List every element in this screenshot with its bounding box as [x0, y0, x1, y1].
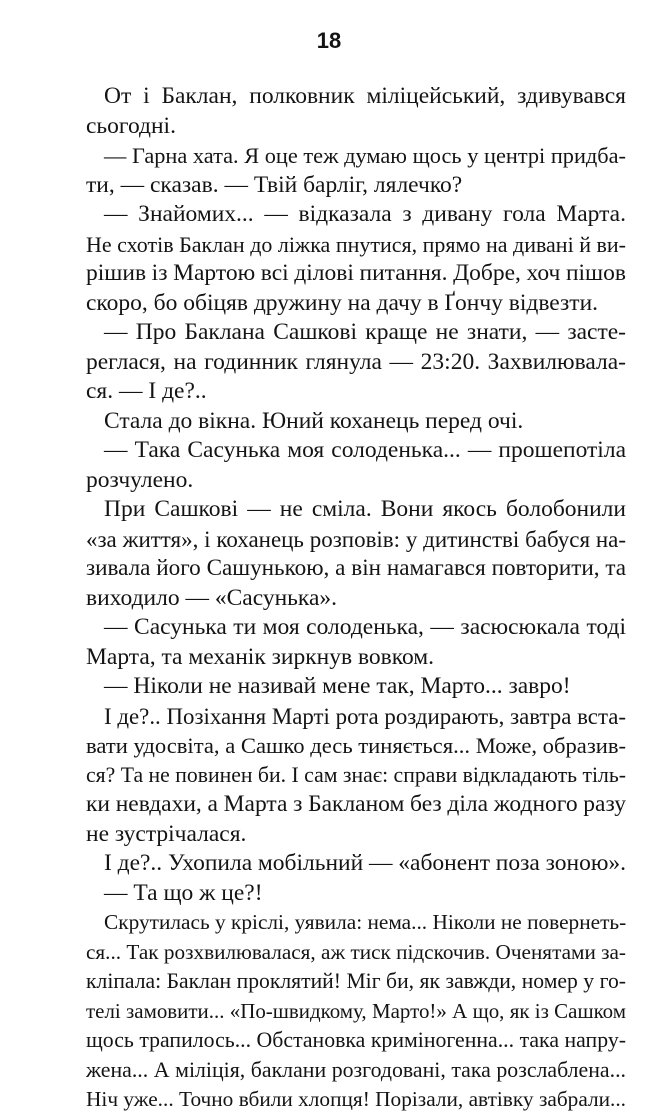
page-number: 18 [316, 28, 342, 53]
text-line: жена... А міліція, баклани розгодовані, така розслаблена... [86, 1057, 626, 1082]
text-line: телі замовити... «По-швидкому, Марто!» А що, як із Сашком [86, 998, 626, 1023]
text-line: ся? Та не повинен би. І сам знає: справи відкладають тіль- [86, 762, 626, 787]
text-line: — Ніколи не називай мене так, Марто... завро! [104, 673, 571, 699]
text-line: сьогодні. [86, 112, 176, 139]
text-line: Не схотів Баклан до ліжка пнутися, прямо на дивані й ви- [86, 231, 626, 257]
text-line: ки невдахи, а Марта з Бакланом без діла жодного разу [86, 791, 626, 817]
text-line: — Сасунька ти моя солоденька, — засюсюкала тоді [104, 614, 626, 640]
text-line: зивала його Сашунькою, а він намагався повторити, та [86, 555, 626, 581]
text-line: Стала до вікна. Юний коханець перед очі. [104, 407, 524, 434]
text-line: — Знайомих... — відказала з дивану гола Марта. [104, 201, 626, 227]
text-line: рішив із Мартою всі ділові питання. Добре, хоч пішов [86, 260, 626, 286]
text-line: От і Баклан, полковник міліцейський, здивувався [104, 83, 626, 109]
text-line: І де?.. Ухопила мобільний — «абонент поза зоною». [104, 850, 626, 876]
text-line: вати удосвіта, а Сашко десь тиняється... Може, образив- [86, 733, 627, 758]
text-line: — Гарна хата. Я оце теж думаю щось у центрі придба- [104, 143, 626, 168]
text-line: — Про Баклана Сашкові краще не знати, — засте- [104, 319, 626, 345]
text-line: щось трапилось... Обстановка криміногенна... така напру- [86, 1028, 626, 1052]
text-line: реглася, на годинник глянула — 23:20. Захвилювала- [86, 348, 626, 375]
text-line: Марта, та механік зиркнув вовком. [86, 643, 435, 670]
text-line: Ніч уже... Точно вбили хлопця! Порізали, автівку забрали... [86, 1087, 626, 1111]
text-line: Скрутилась у кріслі, уявила: нема... Ніколи не повернеть- [104, 910, 627, 934]
text-line: І де?.. Позіхання Марті рота роздирають, завтра вста- [104, 703, 626, 729]
text-line: «за життя», і коханець розповів: у дитинстві бабуся на- [86, 526, 626, 552]
text-line: кліпала: Баклан проклятий! Міг би, як завжди, номер у го- [86, 969, 626, 993]
text-line: ся... Так розхвилювалася, аж тиск підскочив. Оченятами за- [86, 939, 626, 964]
text-line: — Така Сасунька моя солоденька... — прошепотіла [104, 437, 626, 463]
text-line: розчулено. [86, 466, 194, 493]
text-line: ся. — І де?.. [86, 378, 207, 404]
text-line: При Сашкові — не сміла. Вони якось болобонили [104, 496, 626, 522]
text-line: ти, — сказав. — Твій барліг, лялечко? [86, 171, 463, 198]
body-text [86, 82, 626, 1115]
text-line: скоро, бо обіцяв дружину на дачу в Ґончу відвезти. [86, 289, 599, 316]
text-line: виходило — «Сасунька». [86, 584, 337, 611]
text-line: не зустрічалася. [86, 820, 247, 847]
text-line: — Та що ж це?! [104, 879, 263, 906]
